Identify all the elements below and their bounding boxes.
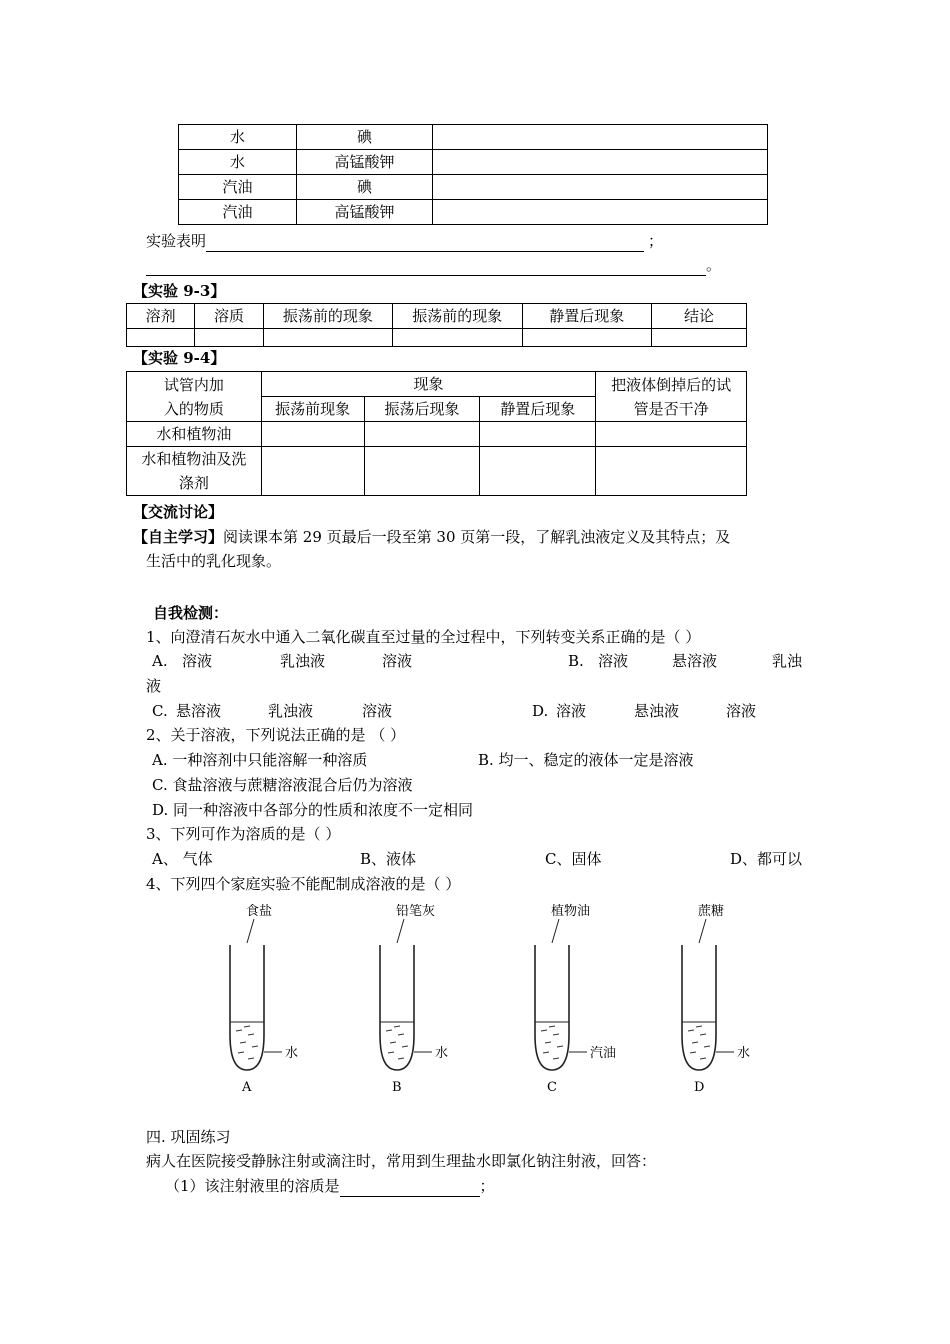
q4-stem: 4、下列四个家庭实验不能配制成溶液的是（ ） xyxy=(146,875,461,893)
liquid-texture xyxy=(248,1058,254,1059)
exp93-header-cell: 振荡前的现象 xyxy=(263,304,392,329)
liquid-texture xyxy=(700,1034,706,1035)
exp94-cell[interactable] xyxy=(261,422,364,447)
conclusion-label: 实验表明 xyxy=(146,232,207,250)
solvent-cell: 水 xyxy=(179,150,297,175)
conclusion-line-1 xyxy=(146,230,663,252)
tube-top-label: 蔗糖 xyxy=(698,904,725,919)
practice-q1-end: ； xyxy=(479,1177,495,1195)
liquid-texture xyxy=(557,1046,563,1047)
q1-option-a[interactable] xyxy=(152,650,413,672)
exp94-cell[interactable] xyxy=(364,422,480,447)
liquid-texture xyxy=(394,1026,400,1027)
exp94-header-phenomenon: 现象 xyxy=(261,372,595,397)
observation-cell[interactable] xyxy=(433,150,768,175)
table-row xyxy=(179,200,768,225)
test-tubes-figure xyxy=(200,895,760,1100)
liquid-texture xyxy=(390,1042,396,1043)
label-pointer xyxy=(397,919,404,943)
q1-b-item3: 乳浊 xyxy=(772,652,803,670)
test-tube xyxy=(380,904,448,1095)
test-tube xyxy=(230,903,298,1095)
tube-side-label: 水 xyxy=(285,1046,299,1061)
q1-c-item2: 乳浊液 xyxy=(268,702,314,720)
exp94-header-clean xyxy=(596,372,747,422)
self-study-text-1: 阅读课本第 29 页最后一段至第 30 页第一段，了解乳浊液定义及其特点；及 xyxy=(223,528,731,546)
label-pointer xyxy=(247,919,254,943)
exp93-header-cell: 振荡前的现象 xyxy=(393,304,522,329)
tube-letter: B xyxy=(392,1080,402,1095)
q1-b-letter: B. xyxy=(568,652,584,670)
liquid-texture xyxy=(704,1046,710,1047)
q1-a-letter: A. xyxy=(152,652,168,670)
liquid-texture xyxy=(240,1042,246,1043)
table-row xyxy=(179,175,768,200)
q1-option-c[interactable] xyxy=(152,700,393,722)
q3-option-a[interactable]: A、 气体 xyxy=(152,850,213,868)
exp94-cell[interactable] xyxy=(480,422,596,447)
row2-label-line2: 涤剂 xyxy=(178,474,209,492)
q1-b-tail: 液 xyxy=(146,677,162,695)
solubility-table xyxy=(178,124,768,225)
exp93-header-cell: 溶质 xyxy=(195,304,263,329)
solute-cell: 碘 xyxy=(297,175,433,200)
conclusion-end-2: 。 xyxy=(706,256,722,274)
exp94-cell[interactable] xyxy=(480,447,596,496)
exp94-header-substance xyxy=(127,372,262,422)
q3-option-b[interactable]: B、液体 xyxy=(360,850,417,868)
tube-letter: A xyxy=(242,1080,252,1095)
liquid-texture xyxy=(541,1030,547,1031)
q1-option-d[interactable] xyxy=(532,700,757,722)
conclusion-blank-2[interactable] xyxy=(146,257,706,276)
q3-stem: 3、下列可作为溶质的是（ ） xyxy=(146,825,341,843)
discussion-heading: 【交流讨论】 xyxy=(133,503,224,521)
header-clean-line1: 把液体倒掉后的试 xyxy=(611,375,732,394)
tube-side-label: 汽油 xyxy=(590,1046,617,1061)
solute-cell: 高锰酸钾 xyxy=(297,150,433,175)
self-study-line-2: 生活中的乳化现象。 xyxy=(146,552,282,570)
header-substance-line1: 试管内加 xyxy=(163,375,224,394)
test-tube-outline xyxy=(682,945,716,1070)
liquid-texture xyxy=(398,1058,404,1059)
test-tube xyxy=(682,903,750,1095)
liquid-texture xyxy=(688,1030,694,1031)
exp94-sub-header: 静置后现象 xyxy=(480,397,596,422)
liquid-texture xyxy=(690,1052,696,1053)
liquid-texture xyxy=(696,1026,702,1027)
tube-top-label: 植物油 xyxy=(551,904,591,919)
q1-b-item2: 悬溶液 xyxy=(672,652,718,670)
test-tube-outline xyxy=(535,945,569,1070)
tube-top-label: 铅笔灰 xyxy=(396,904,436,919)
exp94-cell[interactable] xyxy=(596,422,747,447)
liquid-texture xyxy=(248,1034,254,1035)
exp93-cell[interactable] xyxy=(127,329,195,347)
practice-q1-text: （1）该注射液里的溶质是 xyxy=(165,1177,340,1195)
solvent-cell: 水 xyxy=(179,125,297,150)
test-tube xyxy=(535,903,616,1095)
exp94-title: 【实验 9-4】 xyxy=(133,349,226,367)
exp94-row-2-label xyxy=(127,447,262,496)
practice-q1-blank[interactable] xyxy=(340,1178,480,1197)
tube-top-label: 食盐 xyxy=(246,904,273,919)
exp93-cell[interactable] xyxy=(522,329,651,347)
exp94-sub-header: 振荡前现象 xyxy=(261,397,364,422)
exp93-cell[interactable] xyxy=(393,329,522,347)
liquid-texture xyxy=(402,1046,408,1047)
liquid-texture xyxy=(236,1030,242,1031)
q1-b-item1: 溶液 xyxy=(598,652,629,670)
q1-a-item3: 溶液 xyxy=(382,652,413,670)
q2-option-b[interactable]: B. 均一、稳定的液体一定是溶液 xyxy=(478,751,694,769)
liquid-texture xyxy=(543,1052,549,1053)
exp94-row-1-label: 水和植物油 xyxy=(127,422,262,447)
practice-text: 病人在医院接受静脉注射或滴注时，常用到生理盐水即氯化钠注射液，回答： xyxy=(146,1152,657,1170)
liquid-texture xyxy=(553,1034,559,1035)
q1-stem: 1、向澄清石灰水中通入二氧化碳直至过量的全过程中，下列转变关系正确的是（ ） xyxy=(146,628,701,646)
self-study-label: 【自主学习】 xyxy=(133,528,224,546)
test-tube-outline xyxy=(380,945,414,1070)
exp93-cell[interactable] xyxy=(652,329,747,347)
liquid-texture xyxy=(252,1046,258,1047)
conclusion-blank-1[interactable] xyxy=(206,233,644,252)
q1-option-b[interactable] xyxy=(568,650,803,672)
exp93-header-cell: 溶剂 xyxy=(127,304,195,329)
q1-a-item2: 乳浊液 xyxy=(280,652,326,670)
exp94-cell[interactable] xyxy=(261,447,364,496)
liquid-texture xyxy=(549,1026,555,1027)
observation-cell[interactable] xyxy=(433,200,768,225)
solvent-cell: 汽油 xyxy=(179,200,297,225)
conclusion-end-1: ； xyxy=(648,232,664,250)
header-substance-line2: 入的物质 xyxy=(163,399,224,418)
table-row xyxy=(179,125,768,150)
liquid-texture xyxy=(553,1058,559,1059)
observation-cell[interactable] xyxy=(433,175,768,200)
exp93-table xyxy=(126,303,747,347)
solute-cell: 碘 xyxy=(297,125,433,150)
exp93-header-cell: 静置后现象 xyxy=(522,304,651,329)
q1-d-item2: 悬浊液 xyxy=(634,702,680,720)
exp93-header-cell: 结论 xyxy=(652,304,747,329)
q2-stem: 2、关于溶液，下列说法正确的是 （ ） xyxy=(146,726,406,744)
tube-side-label: 水 xyxy=(737,1046,751,1061)
q1-d-letter: D. xyxy=(532,702,549,720)
liquid-texture xyxy=(700,1058,706,1059)
exp93-title: 【实验 9-3】 xyxy=(133,282,226,300)
q2-option-a[interactable]: A. 一种溶剂中只能溶解一种溶质 xyxy=(152,751,368,769)
solvent-cell: 汽油 xyxy=(179,175,297,200)
exp93-cell[interactable] xyxy=(263,329,392,347)
label-pointer xyxy=(699,919,706,943)
exp93-cell[interactable] xyxy=(195,329,263,347)
exp94-table xyxy=(126,371,747,496)
label-pointer xyxy=(552,919,559,943)
q1-c-letter: C. xyxy=(152,702,168,720)
tube-letter: D xyxy=(694,1080,705,1095)
exp94-sub-header: 振荡后现象 xyxy=(364,397,480,422)
solute-cell: 高锰酸钾 xyxy=(297,200,433,225)
q3-option-c[interactable]: C、固体 xyxy=(545,850,602,868)
liquid-texture xyxy=(388,1052,394,1053)
conclusion-line-2 xyxy=(146,254,721,276)
header-clean-line2: 管是否干净 xyxy=(633,399,709,418)
exp94-cell[interactable] xyxy=(364,447,480,496)
liquid-texture xyxy=(238,1052,244,1053)
q1-c-item1: 悬溶液 xyxy=(176,702,222,720)
liquid-texture xyxy=(692,1042,698,1043)
q1-a-item1: 溶液 xyxy=(182,652,213,670)
observation-cell[interactable] xyxy=(433,125,768,150)
test-tube-outline xyxy=(230,945,264,1070)
table-row xyxy=(179,150,768,175)
exp94-cell[interactable] xyxy=(596,447,747,496)
q1-d-item3: 溶液 xyxy=(726,702,757,720)
tube-side-label: 水 xyxy=(435,1046,449,1061)
q1-d-item1: 溶液 xyxy=(556,702,587,720)
liquid-texture xyxy=(244,1026,250,1027)
liquid-texture xyxy=(398,1034,404,1035)
practice-title: 四. 巩固练习 xyxy=(146,1128,231,1146)
self-study-line-1 xyxy=(133,526,730,548)
q3-option-d[interactable]: D、都可以 xyxy=(730,850,803,868)
q2-option-d[interactable]: D. 同一种溶液中各部分的性质和浓度不一定相同 xyxy=(152,801,474,819)
row2-label-line1: 水和植物油及洗 xyxy=(141,450,247,468)
self-check-title: 自我检测： xyxy=(153,604,229,622)
liquid-texture xyxy=(545,1042,551,1043)
q1-c-item3: 溶液 xyxy=(362,702,393,720)
q2-option-c[interactable]: C. 食盐溶液与蔗糖溶液混合后仍为溶液 xyxy=(152,776,413,794)
liquid-texture xyxy=(386,1030,392,1031)
tube-letter: C xyxy=(547,1080,557,1095)
practice-q1 xyxy=(165,1175,495,1197)
